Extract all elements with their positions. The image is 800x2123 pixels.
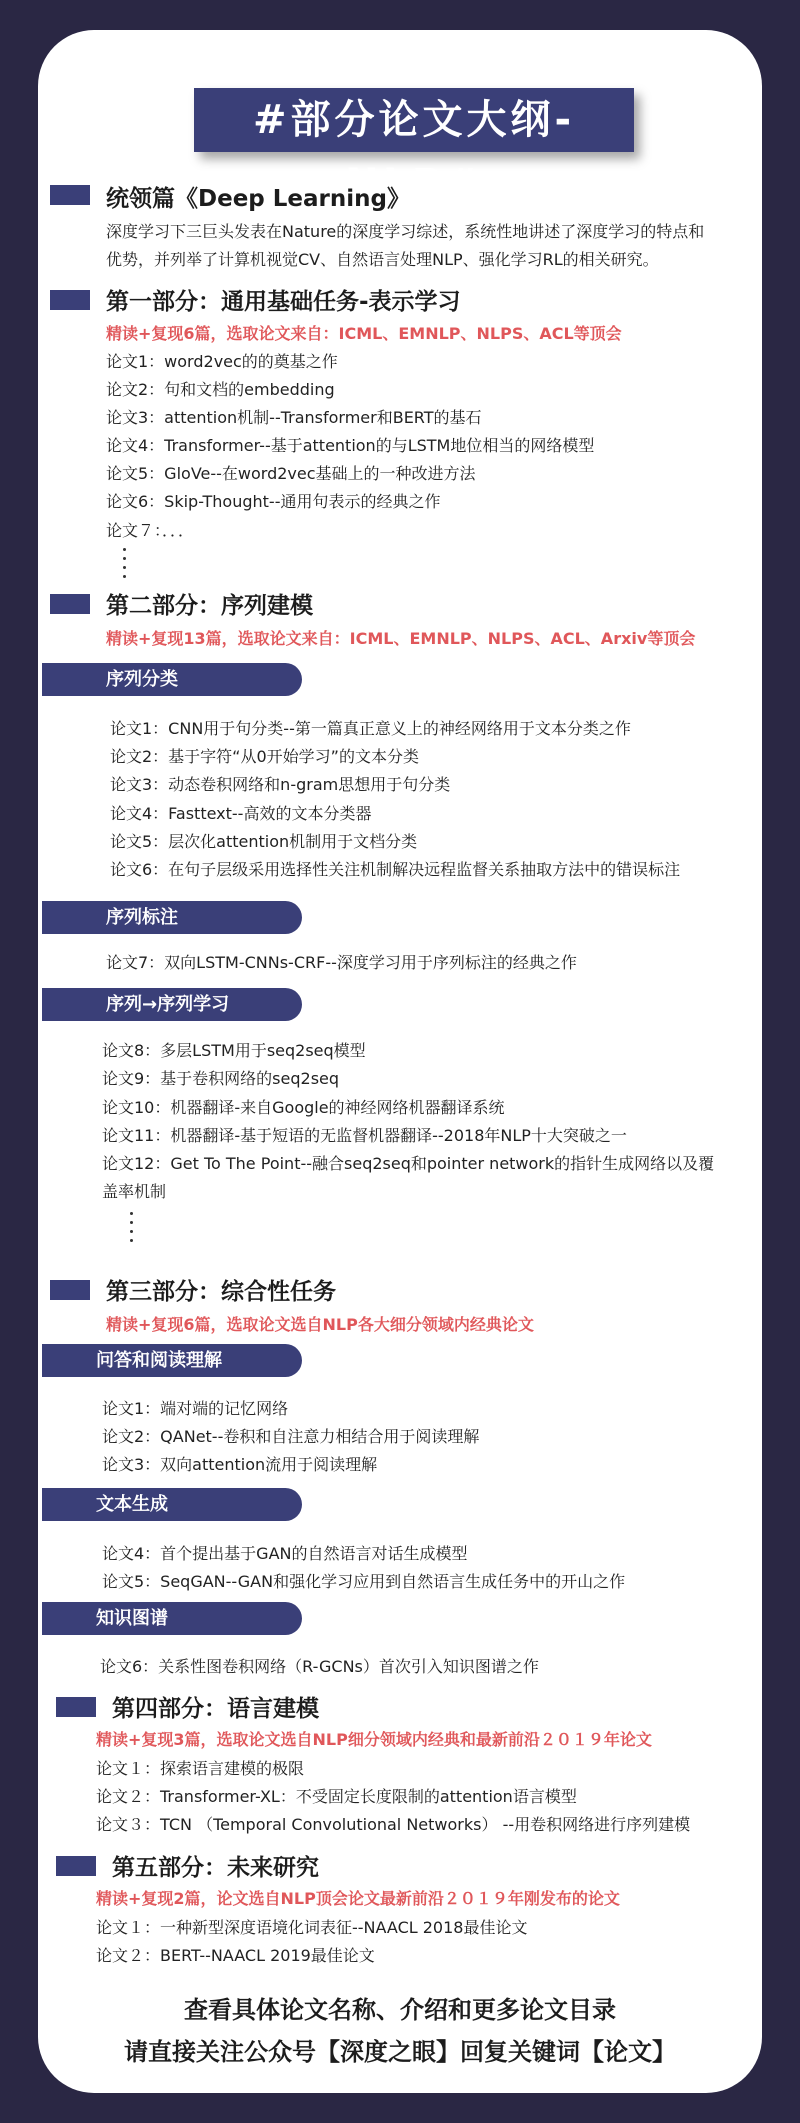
part1-item: 论文6：Skip-Thought--通用句表示的经典之作	[106, 492, 441, 511]
part1-item: 论文2：句和文档的embedding	[106, 380, 335, 399]
part2-item: 论文4：Fasttext--高效的文本分类器	[110, 804, 372, 823]
part2-note: 精读+复现13篇，选取论文来自：ICML、EMNLP、NLPS、ACL、Arxiv等顶会	[106, 629, 696, 648]
part3-item: 论文1：端对端的记忆网络	[102, 1399, 289, 1418]
subsection-seq2seq: 序列→序列学习	[42, 988, 302, 1021]
intro-title: 统领篇《Deep Learning》	[106, 186, 410, 212]
ellipsis-dots	[123, 548, 127, 584]
part2-item: 论文2：基于字符“从0开始学习”的文本分类	[110, 747, 419, 766]
part2-item: 论文3：动态卷积网络和n-gram思想用于句分类	[110, 775, 451, 794]
part3-item: 论文3：双向attention流用于阅读理解	[102, 1455, 378, 1474]
part1-title: 第一部分：通用基础任务-表示学习	[106, 289, 461, 315]
section-marker	[50, 290, 90, 310]
part5-item: 论文２：BERT--NAACL 2019最佳论文	[96, 1946, 375, 1965]
part1-note: 精读+复现6篇，选取论文来自：ICML、EMNLP、NLPS、ACL等顶会	[106, 324, 622, 343]
subsection-sequence-labeling: 序列标注	[42, 901, 302, 934]
part1-item: 论文７：．．．	[106, 521, 195, 540]
part2-item: 论文8：多层LSTM用于seq2seq模型	[102, 1041, 366, 1060]
part4-item: 论文３：TCN （Temporal Convolutional Networks） --用卷积网络进行序列建模	[96, 1815, 691, 1834]
part4-title: 第四部分：语言建模	[112, 1696, 319, 1722]
footer-line-2: 请直接关注公众号【深度之眼】回复关键词【论文】	[124, 2038, 676, 2066]
part2-item: 论文12：Get To The Point--融合seq2seq和pointer network的指针生成网络以及覆	[102, 1154, 715, 1173]
part1-item: 论文3：attention机制--Transformer和BERT的基石	[106, 408, 482, 427]
section-marker	[50, 594, 90, 614]
part3-item: 论文4：首个提出基于GAN的自然语言对话生成模型	[102, 1544, 468, 1563]
intro-desc-line-2: 优势，并列举了计算机视觉CV、自然语言处理NLP、强化学习RL的相关研究。	[106, 250, 659, 269]
part2-title: 第二部分：序列建模	[106, 593, 313, 619]
part4-item: 论文２：Transformer-XL：不受固定长度限制的attention语言模型	[96, 1787, 577, 1806]
part2-item: 论文1：CNN用于句分类--第一篇真正意义上的神经网络用于文本分类之作	[110, 719, 631, 738]
part1-item: 论文1：word2vec的的奠基之作	[106, 352, 338, 371]
part2-item: 论文6：在句子层级采用选择性关注机制解决远程监督关系抽取方法中的错误标注	[110, 860, 681, 879]
intro-desc-line-1: 深度学习下三巨头发表在Nature的深度学习综述，系统性地讲述了深度学习的特点和	[106, 222, 705, 241]
part3-title: 第三部分：综合性任务	[106, 1279, 336, 1305]
part1-item: 论文4：Transformer--基于attention的与LSTM地位相当的网络模型	[106, 436, 595, 455]
part2-item: 论文5：层次化attention机制用于文档分类	[110, 832, 418, 851]
subsection-knowledge-graph: 知识图谱	[42, 1602, 302, 1635]
subsection-qa-reading: 问答和阅读理解	[42, 1344, 302, 1377]
part5-title: 第五部分：未来研究	[112, 1855, 319, 1881]
part1-item: 论文5：GloVe--在word2vec基础上的一种改进方法	[106, 464, 476, 483]
part4-note: 精读+复现3篇，选取论文选自NLP细分领域内经典和最新前沿２０１９年论文	[96, 1730, 652, 1749]
section-marker	[56, 1856, 96, 1876]
part5-note: 精读+复现2篇，论文选自NLP顶会论文最新前沿２０１９年刚发布的论文	[96, 1889, 620, 1908]
part2-item: 盖率机制	[102, 1182, 167, 1201]
outline-card	[38, 30, 762, 2093]
part2-item: 论文10：机器翻译-来自Google的神经网络机器翻译系统	[102, 1098, 505, 1117]
page-title: #部分论文大纲-NLP#	[194, 88, 634, 152]
section-marker	[50, 185, 90, 205]
section-marker	[56, 1697, 96, 1717]
part3-note: 精读+复现6篇，选取论文选自NLP各大细分领域内经典论文	[106, 1315, 534, 1334]
subsection-text-generation: 文本生成	[42, 1488, 302, 1521]
part4-item: 论文１：探索语言建模的极限	[96, 1759, 305, 1778]
ellipsis-dots	[130, 1212, 134, 1248]
part2-item: 论文11：机器翻译-基于短语的无监督机器翻译--2018年NLP十大突破之一	[102, 1126, 627, 1145]
part2-item: 论文7：双向LSTM-CNNs-CRF--深度学习用于序列标注的经典之作	[106, 953, 577, 972]
part3-item: 论文6：关系性图卷积网络（R-GCNs）首次引入知识图谱之作	[100, 1657, 539, 1676]
part3-item: 论文5：SeqGAN--GAN和强化学习应用到自然语言生成任务中的开山之作	[102, 1572, 626, 1591]
part3-item: 论文2：QANet--卷积和自注意力相结合用于阅读理解	[102, 1427, 480, 1446]
section-marker	[50, 1280, 90, 1300]
subsection-sequence-classification: 序列分类	[42, 663, 302, 696]
part5-item: 论文１：一种新型深度语境化词表征--NAACL 2018最佳论文	[96, 1918, 528, 1937]
footer-line-1: 查看具体论文名称、介绍和更多论文目录	[184, 1996, 616, 2024]
part2-item: 论文9：基于卷积网络的seq2seq	[102, 1069, 340, 1088]
